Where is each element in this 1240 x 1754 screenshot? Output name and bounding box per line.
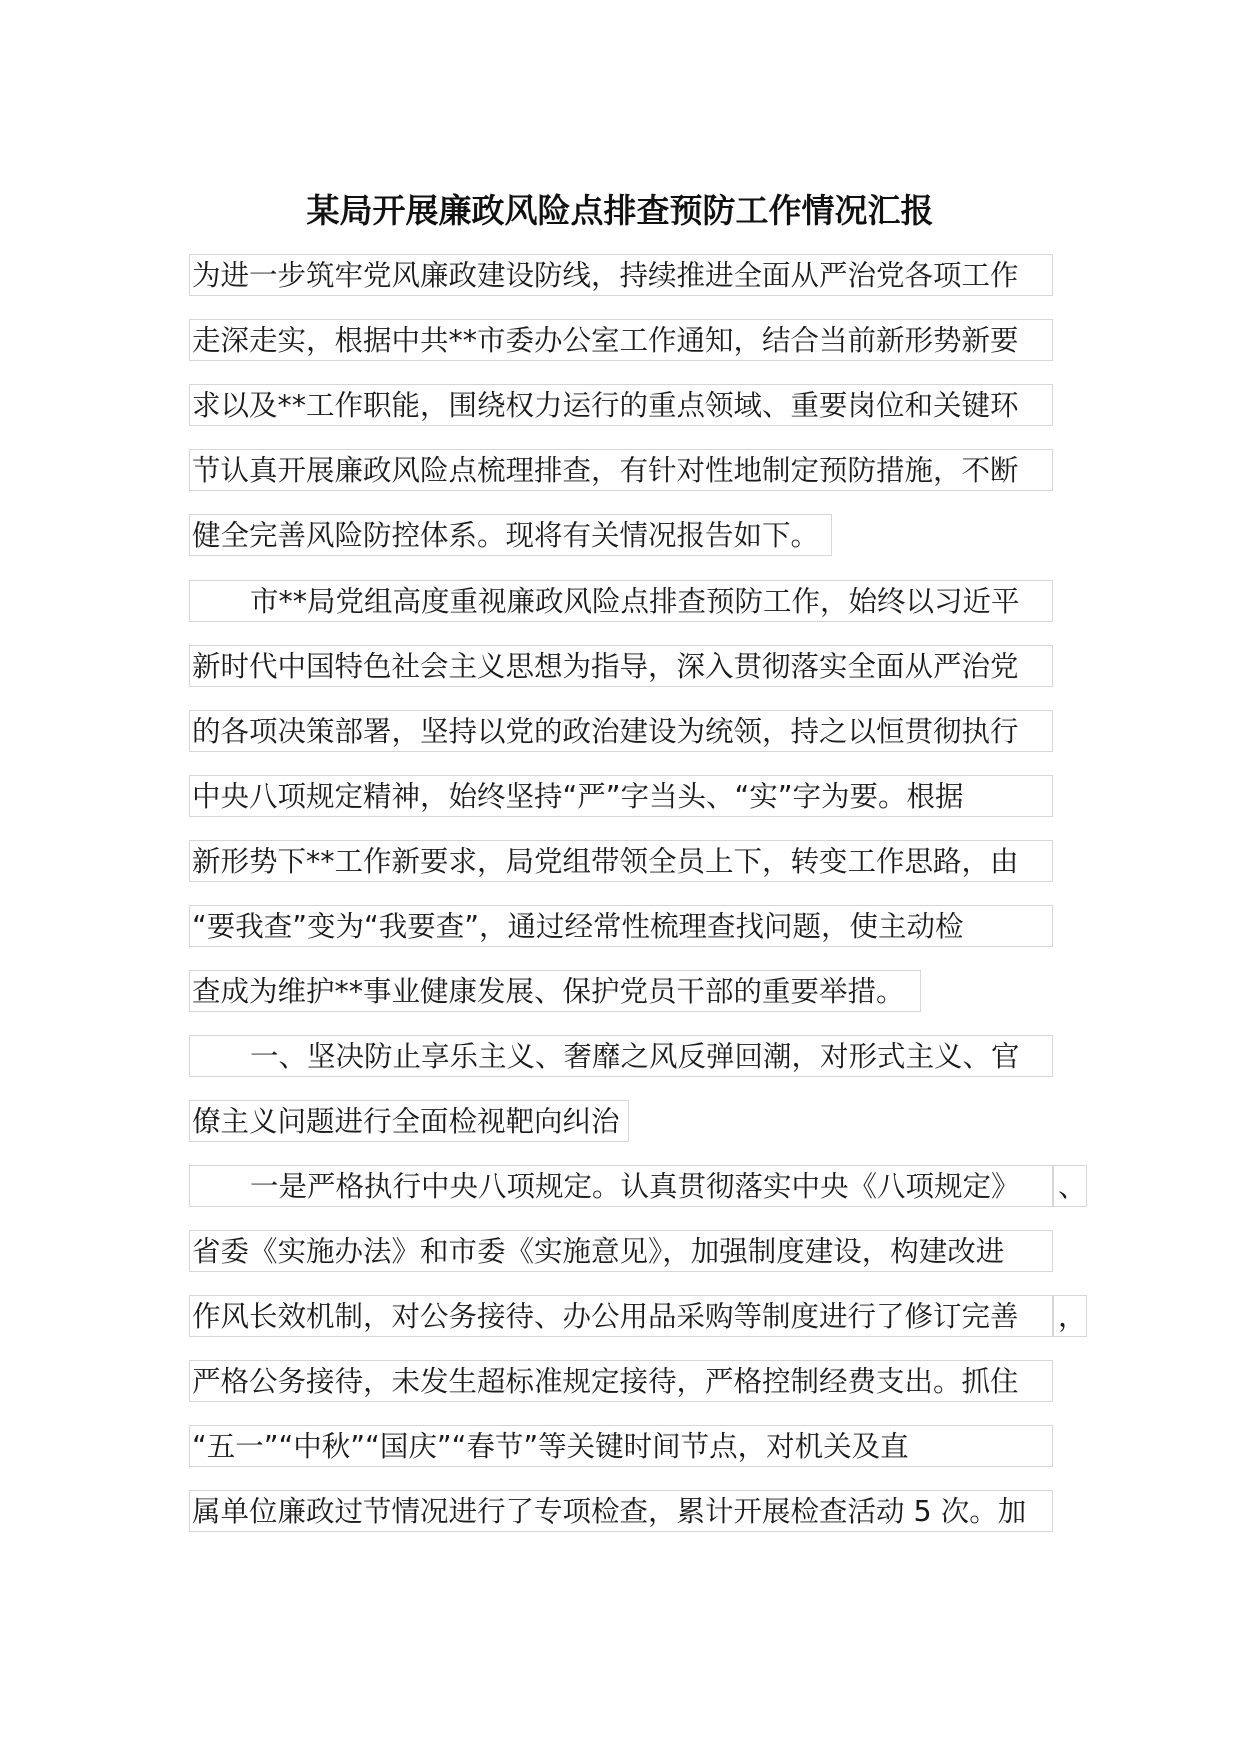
text-line: “五一”“中秋”“国庆”“春节”等关键时间节点，对机关及直 xyxy=(189,1425,1053,1467)
document-title: 某局开展廉政风险点排查预防工作情况汇报 xyxy=(306,191,934,230)
text-line: 为进一步筑牢党风廉政建设防线，持续推进全面从严治党各项工作 xyxy=(189,254,1053,296)
text-line: 一是严格执行中央八项规定。认真贯彻落实中央《八项规定》 xyxy=(189,1165,1053,1207)
text-line: 严格公务接待，未发生超标准规定接待，严格控制经费支出。抓住 xyxy=(189,1360,1053,1402)
text-line: 走深走实，根据中共**市委办公室工作通知，结合当前新形势新要 xyxy=(189,319,1053,361)
text-line: 一、坚决防止享乐主义、奢靡之风反弹回潮，对形式主义、官 xyxy=(189,1035,1053,1077)
text-overflow-stub: ， xyxy=(1053,1295,1087,1337)
text-line: 属单位廉政过节情况进行了专项检查，累计开展检查活动 5 次。加 xyxy=(189,1490,1053,1532)
text-line: 健全完善风险防控体系。现将有关情况报告如下。 xyxy=(189,514,832,556)
text-line: 僚主义问题进行全面检视靶向纠治 xyxy=(189,1100,629,1142)
text-line: 新形势下**工作新要求，局党组带领全员上下，转变工作思路，由 xyxy=(189,840,1053,882)
text-overflow-stub: 、 xyxy=(1053,1165,1087,1207)
text-line: 求以及**工作职能，围绕权力运行的重点领域、重要岗位和关键环 xyxy=(189,384,1053,426)
text-line: “要我查”变为“我要查”，通过经常性梳理查找问题，使主动检 xyxy=(189,905,1053,947)
text-line: 的各项决策部署，坚持以党的政治建设为统领，持之以恒贯彻执行 xyxy=(189,710,1053,752)
text-line: 省委《实施办法》和市委《实施意见》，加强制度建设，构建改进 xyxy=(189,1230,1053,1272)
text-line: 作风长效机制，对公务接待、办公用品采购等制度进行了修订完善 xyxy=(189,1295,1053,1337)
text-line: 节认真开展廉政风险点梳理排查，有针对性地制定预防措施，不断 xyxy=(189,449,1053,491)
text-line: 市**局党组高度重视廉政风险点排查预防工作，始终以习近平 xyxy=(189,580,1053,622)
text-line: 中央八项规定精神，始终坚持“严”字当头、“实”字为要。根据 xyxy=(189,775,1053,817)
text-line: 新时代中国特色社会主义思想为指导，深入贯彻落实全面从严治党 xyxy=(189,645,1053,687)
text-line: 查成为维护**事业健康发展、保护党员干部的重要举措。 xyxy=(189,970,921,1012)
